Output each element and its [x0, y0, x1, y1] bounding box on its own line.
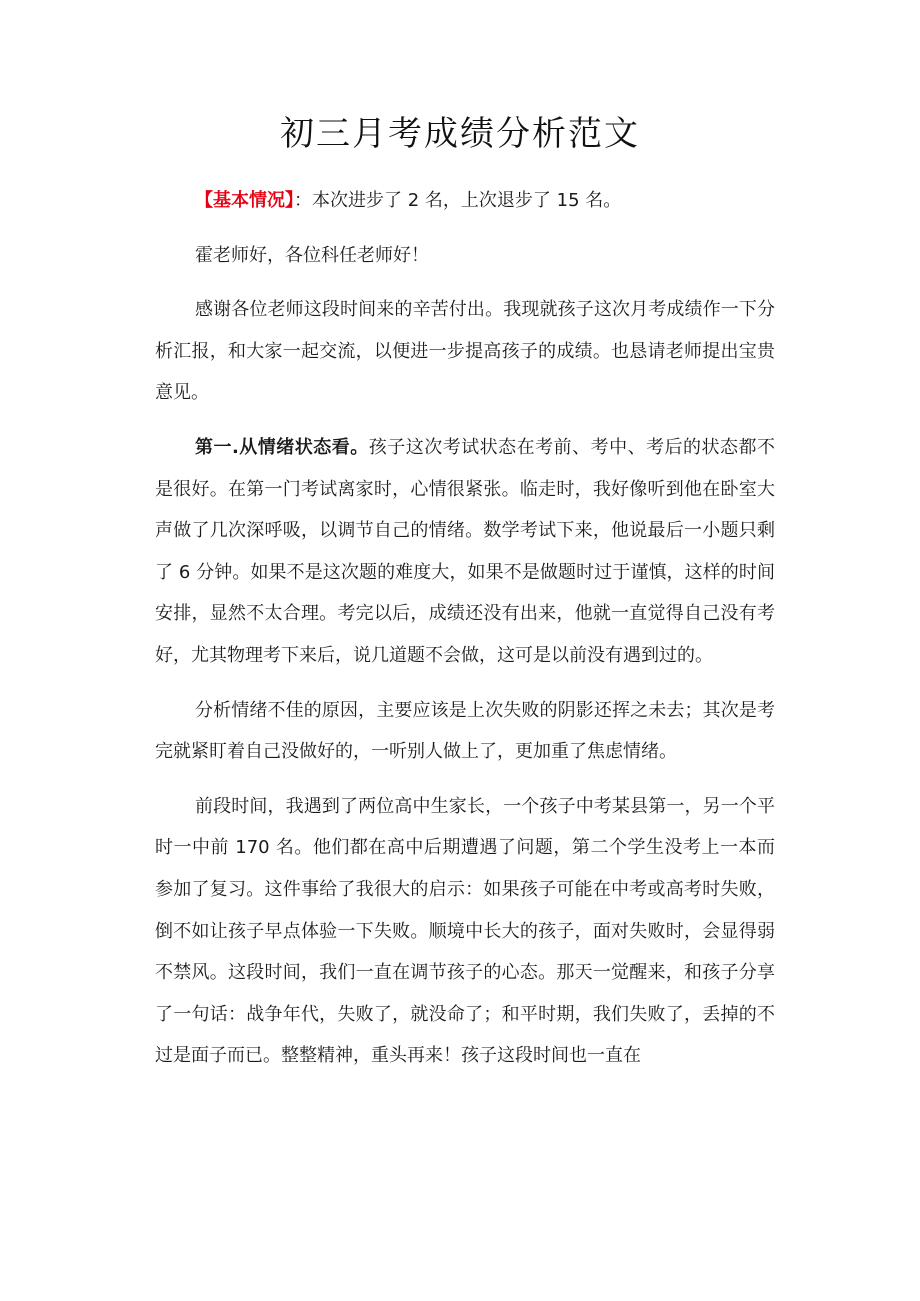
basic-info-label: 【基本情况】: [195, 190, 294, 211]
story-paragraph: 前段时间，我遇到了两位高中生家长，一个孩子中考某县第一，另一个平时一中前 170 名。他们都在高中后期遭遇了问题，第二个学生没考上一本而参加了复习。这件事给了我很大的启示：如果孩子可能在中考或高考时失败，倒不如让孩子早点体验一下失败。顺境中长大的孩子，面对失败时，会显得弱不禁风。这段时间，我们一直在调节孩子的心态。那天一觉醒来，和孩子分享了一句话：战争年代，失败了，就没命了；和平时期，我们失败了，丢掉的不过是面子而已。整整精神，重头再来！孩子这段时间也一直在: [155, 795, 775, 1067]
basic-info-paragraph: [155, 180, 775, 222]
document-body: [155, 180, 775, 1090]
section1-text: 孩子这次考试状态在考前、考中、考后的状态都不是很好。在第一门考试离家时，心情很紧张。临走时，我好像听到他在卧室大声做了几次深呼吸，以调节自己的情绪。数学考试下来，他说最后一小题只剩了 6 分钟。如果不是这次题的难度大，如果不是做题时过于谨慎，这样的时间安排，显然不太合理。考完以后，成绩还没有出来，他就一直觉得自己没有考好，尤其物理考下来后，说几道题不会做，这可是以前没有遇到过的。: [155, 436, 775, 666]
section1-paragraph: [155, 427, 775, 677]
basic-info-text: ：本次进步了 2 名，上次退步了 15 名。: [294, 190, 622, 211]
section1-heading: 第一.从情绪状态看。: [195, 436, 369, 458]
greeting-paragraph: 霍老师好，各位科任老师好！: [195, 244, 429, 266]
analysis-paragraph: 分析情绪不佳的原因，主要应该是上次失败的阴影还挥之未去；其次是考完就紧盯着自己没做好的，一听别人做上了，更加重了焦虑情绪。: [155, 699, 775, 763]
document-title: 初三月考成绩分析范文: [280, 114, 640, 154]
intro-paragraph: 感谢各位老师这段时间来的辛苦付出。我现就孩子这次月考成绩作一下分析汇报，和大家一起交流，以便进一步提高孩子的成绩。也恳请老师提出宝贵意见。: [155, 299, 775, 404]
